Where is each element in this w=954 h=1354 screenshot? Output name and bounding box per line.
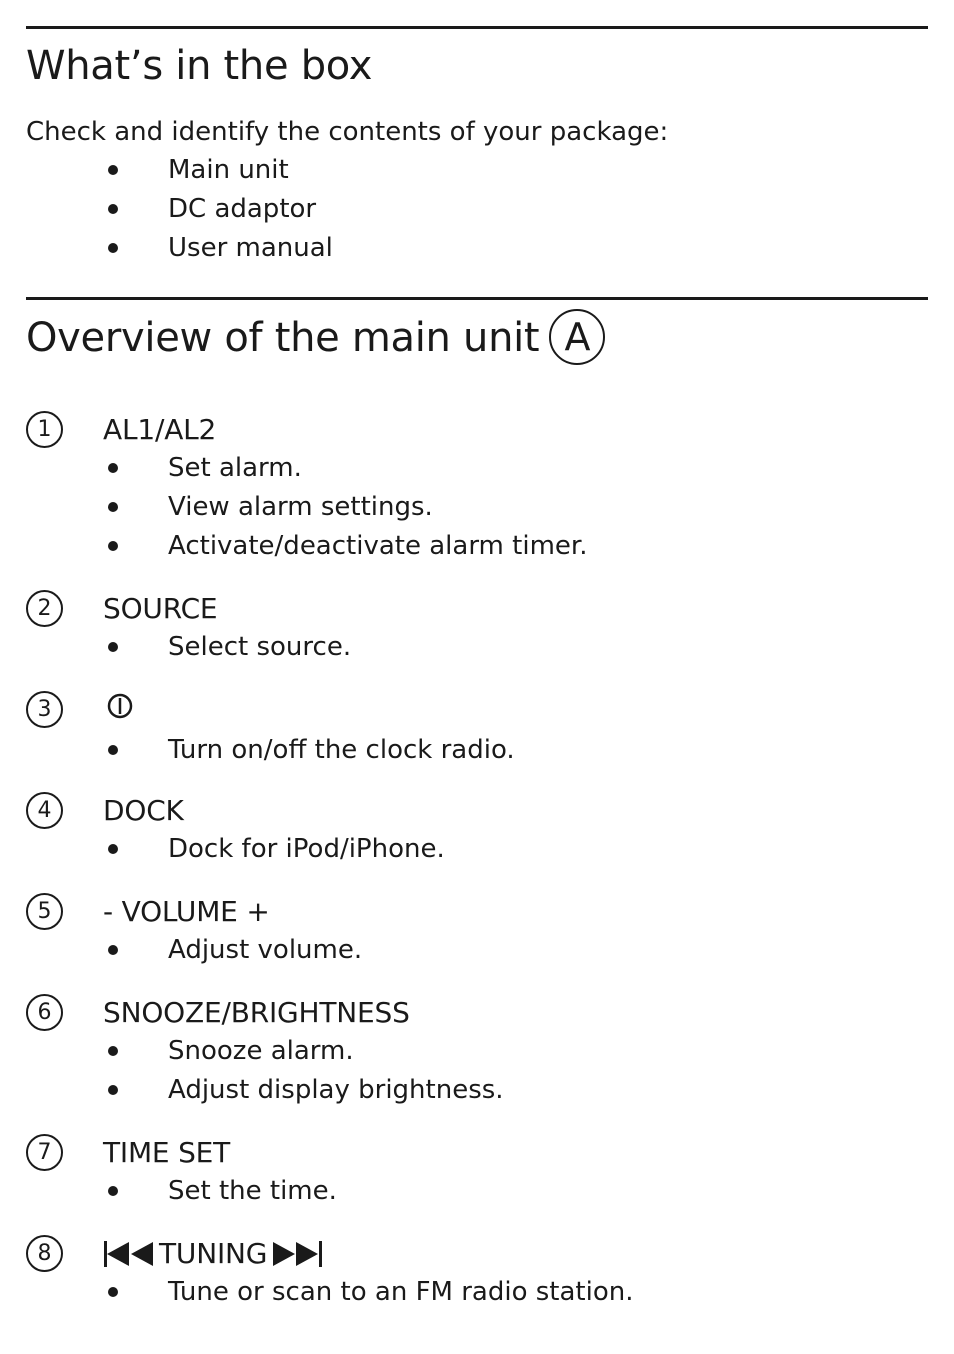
- control-label: DOCK: [103, 794, 184, 827]
- control-label: TIME SET: [103, 1136, 231, 1169]
- overview-divider: [26, 297, 928, 300]
- control-label: TUNING: [159, 1237, 268, 1270]
- bullet-icon: [108, 945, 118, 955]
- power-icon: [105, 691, 135, 721]
- bullet-icon: [108, 502, 118, 512]
- callout-number: 2: [26, 590, 63, 627]
- top-divider: [26, 26, 928, 29]
- callout-number: 4: [26, 792, 63, 829]
- callout-number: 3: [26, 691, 63, 728]
- bullet-icon: [108, 1085, 118, 1095]
- callout-number: 7: [26, 1134, 63, 1171]
- bullet-icon: [108, 1046, 118, 1056]
- bullet-icon: [108, 1186, 118, 1196]
- callout-number: 1: [26, 411, 63, 448]
- bullet-icon: [108, 745, 118, 755]
- overview-section-title: Overview of the main unit A: [26, 312, 605, 368]
- bullet-icon: [108, 243, 118, 253]
- previous-icon: [103, 1240, 155, 1268]
- tuning-label: [103, 1235, 323, 1273]
- bullet-icon: [108, 844, 118, 854]
- control-label: SNOOZE/BRIGHTNESS: [103, 996, 410, 1029]
- control-label: AL1/AL2: [103, 413, 217, 446]
- bullet-icon: [108, 204, 118, 214]
- bullet-icon: [108, 642, 118, 652]
- bullet-icon: [108, 541, 118, 551]
- box-section-title: What’s in the box: [26, 43, 373, 89]
- box-intro-text: Check and identify the contents of your package:: [26, 117, 669, 147]
- callout-number: 6: [26, 994, 63, 1031]
- bullet-icon: [108, 1287, 118, 1297]
- next-icon: [271, 1240, 323, 1268]
- figure-badge-a: A: [549, 309, 605, 365]
- callout-number: 8: [26, 1235, 63, 1272]
- callout-number: 5: [26, 893, 63, 930]
- control-label: - VOLUME +: [103, 895, 270, 928]
- control-label: SOURCE: [103, 592, 218, 625]
- bullet-icon: [108, 165, 118, 175]
- bullet-icon: [108, 463, 118, 473]
